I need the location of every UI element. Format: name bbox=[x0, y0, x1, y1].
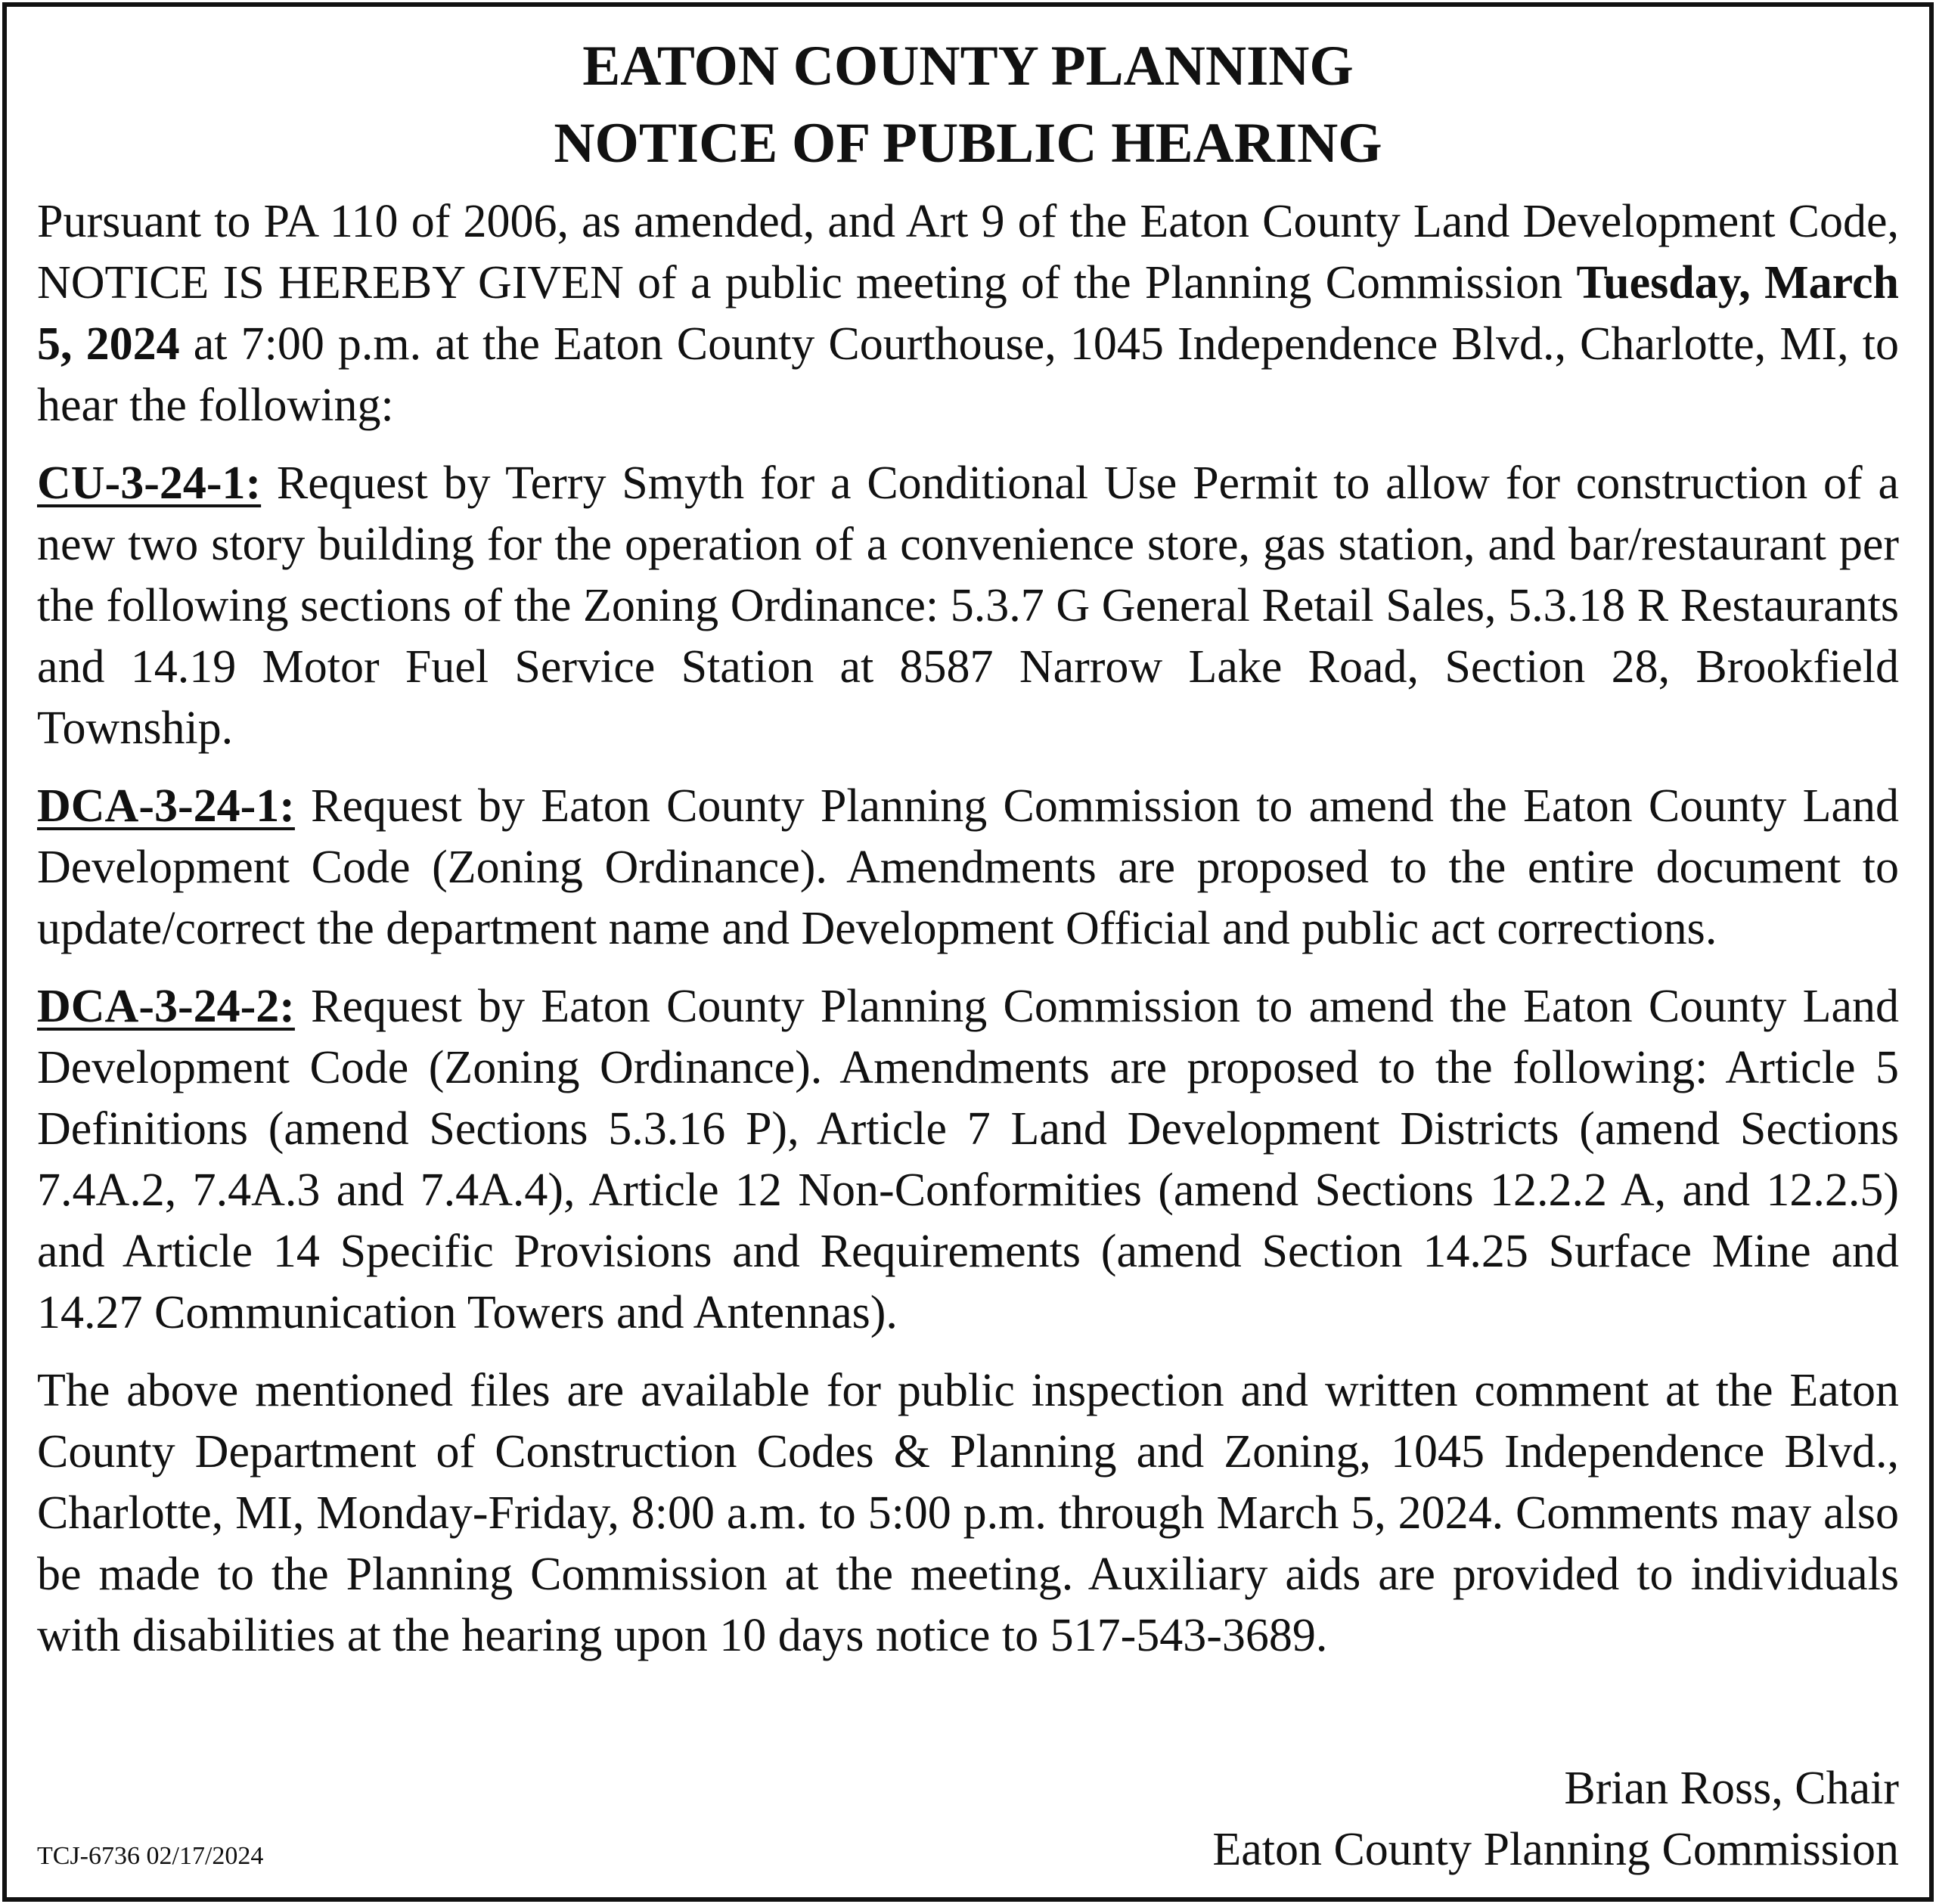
intro-text-continued: at 7:00 p.m. at the Eaton County Courthouse, 1045 Independence Blvd., Charlotte, MI, to hear the following: bbox=[37, 318, 1899, 431]
intro-text: Pursuant to PA 110 of 2006, as amended, and Art 9 of the Eaton County Land Development Code, NOTICE IS HEREBY GIVEN of a public meeting of the Planning Commission bbox=[37, 196, 1899, 309]
case-cu-3-24-1 bbox=[37, 453, 1899, 759]
case-id: DCA-3-24-2: bbox=[37, 981, 295, 1032]
case-description: Request by Eaton County Planning Commission to amend the Eaton County Land Development Code (Zoning Ordinance). Amendments are proposed to the entire document to update/correct the department name and Development Official and public act corrections. bbox=[37, 780, 1899, 954]
heading-line-1: EATON COUNTY PLANNING bbox=[582, 35, 1354, 98]
case-dca-3-24-2 bbox=[37, 976, 1899, 1344]
public-notice bbox=[2, 2, 1934, 1902]
notice-footer bbox=[37, 1752, 1899, 1881]
case-description: Request by Terry Smyth for a Conditional Use Permit to allow for construction of a new two story building for the operation of a convenience store, gas station, and bar/restaurant per the following sections of the Zoning Ordinance: 5.3.7 G General Retail Sales, 5.3.18 R Restaurants and 14.19 Motor Fuel Service Station at 8587 Narrow Lake Road, Section 28, Brookfield Township. bbox=[37, 457, 1899, 754]
signature-block bbox=[1212, 1758, 1899, 1881]
heading-line-2: NOTICE OF PUBLIC HEARING bbox=[554, 112, 1382, 175]
notice-heading bbox=[37, 28, 1899, 182]
case-dca-3-24-1 bbox=[37, 776, 1899, 960]
signer-organization: Eaton County Planning Commission bbox=[1212, 1824, 1899, 1875]
publication-reference: TCJ-6736 02/17/2024 bbox=[37, 1842, 264, 1870]
closing-paragraph: The above mentioned files are available for public inspection and written comment at the Eaton County Department of Construction Codes & Planning and Zoning, 1045 Independence Blvd., Charlotte, MI, Monday-Friday, 8:00 a.m. to 5:00 p.m. through March 5, 2024. Comments may also be made to the Planning Commission at the meeting. Auxiliary aids are provided to individuals with disabilities at the hearing upon 10 days notice to 517-543-3689. bbox=[37, 1365, 1899, 1661]
case-description: Request by Eaton County Planning Commission to amend the Eaton County Land Development Code (Zoning Ordinance). Amendments are proposed to the following: Article 5 Definitions (amend Sections 5.3.16 P), Article 7 Land Development Districts (amend Sections 7.4A.2, 7.4A.3 and 7.4A.4), Article 12 Non-Conformities (amend Sections 12.2.2 A, and 12.2.5) and Article 14 Specific Provisions and Requirements (amend Section 14.25 Surface Mine and 14.27 Communication Towers and Antennas). bbox=[37, 981, 1899, 1338]
case-id: DCA-3-24-1: bbox=[37, 780, 295, 832]
signer-name: Brian Ross, Chair bbox=[1564, 1763, 1899, 1814]
case-id: CU-3-24-1: bbox=[37, 457, 262, 509]
intro-paragraph bbox=[37, 191, 1899, 436]
meeting-date: Tuesday, March 5, 2024 bbox=[37, 257, 1899, 370]
